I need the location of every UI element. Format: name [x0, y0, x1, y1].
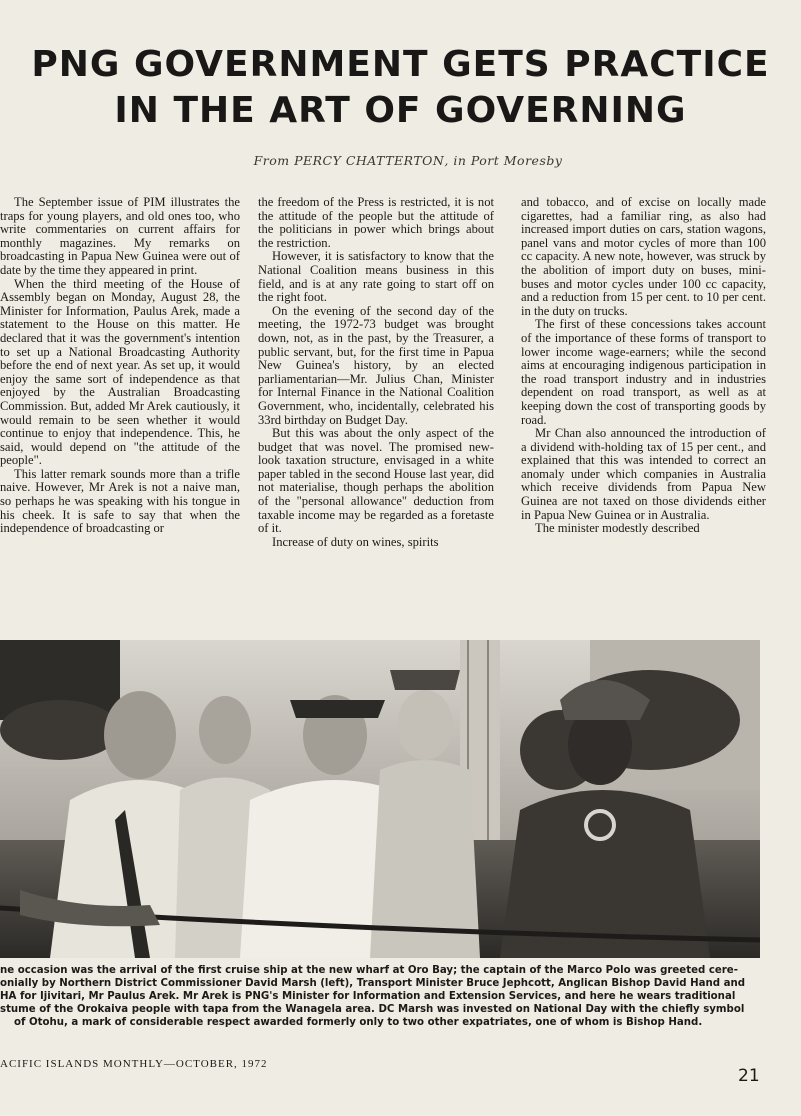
paragraph: When the third meeting of the House of Assembly began on Monday, August 28, the Minister for Information, Paulus Arek, made a statement to the House on this matter. He declared that it was the government's intention to set up a National Broadcasting Authority before the end of next year. As set up, it would enjoy the same sort of independence as that enjoyed by the Australian Broadcasting Commission. But, added Mr Arek cautiously, it would remain to be seen whether it would continue to enjoy that independence. This, he said, would depend on "the attitude of the people".: [0, 276, 240, 468]
photo-illustration: [0, 640, 760, 958]
paragraph: This latter remark sounds more than a trifle naive. However, Mr Arek is not a naive man, so perhaps he was speaking with his tongue in his cheek. It is safe to say that when the independence of broadcasting or: [0, 466, 240, 536]
paragraph: However, it is satisfactory to know that the National Coalition means business in this field, and is at any rate going to start off on the right foot.: [258, 249, 494, 305]
article-column-3: [521, 196, 766, 536]
caption-line: stume of the Orokaiva people with tapa from the Wanagela area. DC Marsh was invested on National Day with the chiefly symbol: [0, 1004, 745, 1015]
paragraph: The September issue of PIM illustrates the traps for young players, and old ones too, who write commentaries on current affairs for monthly magazines. My remarks on broadcasting in Papua New Guinea were out of date by the time they appeared in print.: [0, 195, 240, 277]
byline-author: PERCY CHATTERTON: [294, 153, 445, 168]
headline-line-2: IN THE ART OF GOVERNING: [114, 90, 687, 131]
paragraph: the freedom of the Press is restricted, it is not the attitude of the people but the attitude of the politicians in power which brings about the restriction.: [258, 195, 494, 250]
paragraph: Mr Chan also announced the introduction of a dividend with-holding tax of 15 per cent., and explained that this was intended to correct an anomaly under which companies in Australia which receive dividends from Papua New Guinea are not taxed on those dividends either in Papua New Guinea or in Australia.: [521, 426, 766, 522]
paragraph: Increase of duty on wines, spirits: [272, 534, 439, 549]
byline: From PERCY CHATTERTON, in Port Moresby: [253, 153, 563, 168]
headline: [0, 42, 801, 134]
paragraph: But this was about the only aspect of the budget that was novel. The promised new-look taxation structure, envisaged in a white paper tabled in the second House last year, did not materialise, though perhaps the abolition of the "personal allowance" deduction from taxable income may be regarded as a foretaste of it.: [258, 426, 494, 536]
caption-line: HA for Ijivitari, Mr Paulus Arek. Mr Arek is PNG's Minister for Information and Extension Services, and here he wears traditional: [0, 991, 736, 1002]
article-column-1: [0, 196, 240, 536]
headline-line-1: PNG GOVERNMENT GETS PRACTICE: [31, 44, 770, 85]
article-column-2: [258, 196, 494, 549]
paragraph: The minister modestly described: [535, 521, 700, 536]
page-number: 21: [738, 1066, 760, 1086]
publication-footer: ACIFIC ISLANDS MONTHLY—OCTOBER, 1972: [0, 1058, 268, 1070]
paragraph: On the evening of the second day of the meeting, the 1972-73 budget was brought down, not, as in the past, by the Treasurer, a public servant, but, for the first time in Papua New Guinea's history, by an elected parliamentarian—Mr. Julius Chan, Minister for Internal Finance in the National Coalition Government, who, incidentally, celebrated his 33rd birthday on Budget Day.: [258, 303, 494, 427]
caption-line: ne occasion was the arrival of the first cruise ship at the new wharf at Oro Bay; the captain of the Marco Polo was greeted cere-: [0, 965, 738, 976]
paragraph: and tobacco, and of excise on locally made cigarettes, had a familiar ring, as also had increased import duties on cars, station wagons, panel vans and motor cycles of more than 100 cc capacity. A new note, however, was struck by the abolition of import duty on buses, mini-buses and motor cycles under 100 cc capacity, and a reduction from 15 per cent. to 10 per cent. in the duty on trucks.: [521, 195, 766, 318]
news-photo: [0, 640, 760, 958]
caption-line: of Otohu, a mark of considerable respect awarded formerly only to two other expatriates, one of whom is Bishop Hand.: [14, 1017, 703, 1028]
paragraph: The first of these concessions takes account of the importance of these forms of transport to lower income wage-earners; while the second aims at encouraging indigenous participation in the road transport industry and in industries dependent on road transport, as well as at keeping down the cost of transporting goods by road.: [521, 317, 766, 427]
photo-caption: [0, 964, 760, 1029]
caption-line: onially by Northern District Commissioner David Marsh (left), Transport Minister Bruce Jephcott, Anglican Bishop David Hand and: [0, 978, 746, 989]
